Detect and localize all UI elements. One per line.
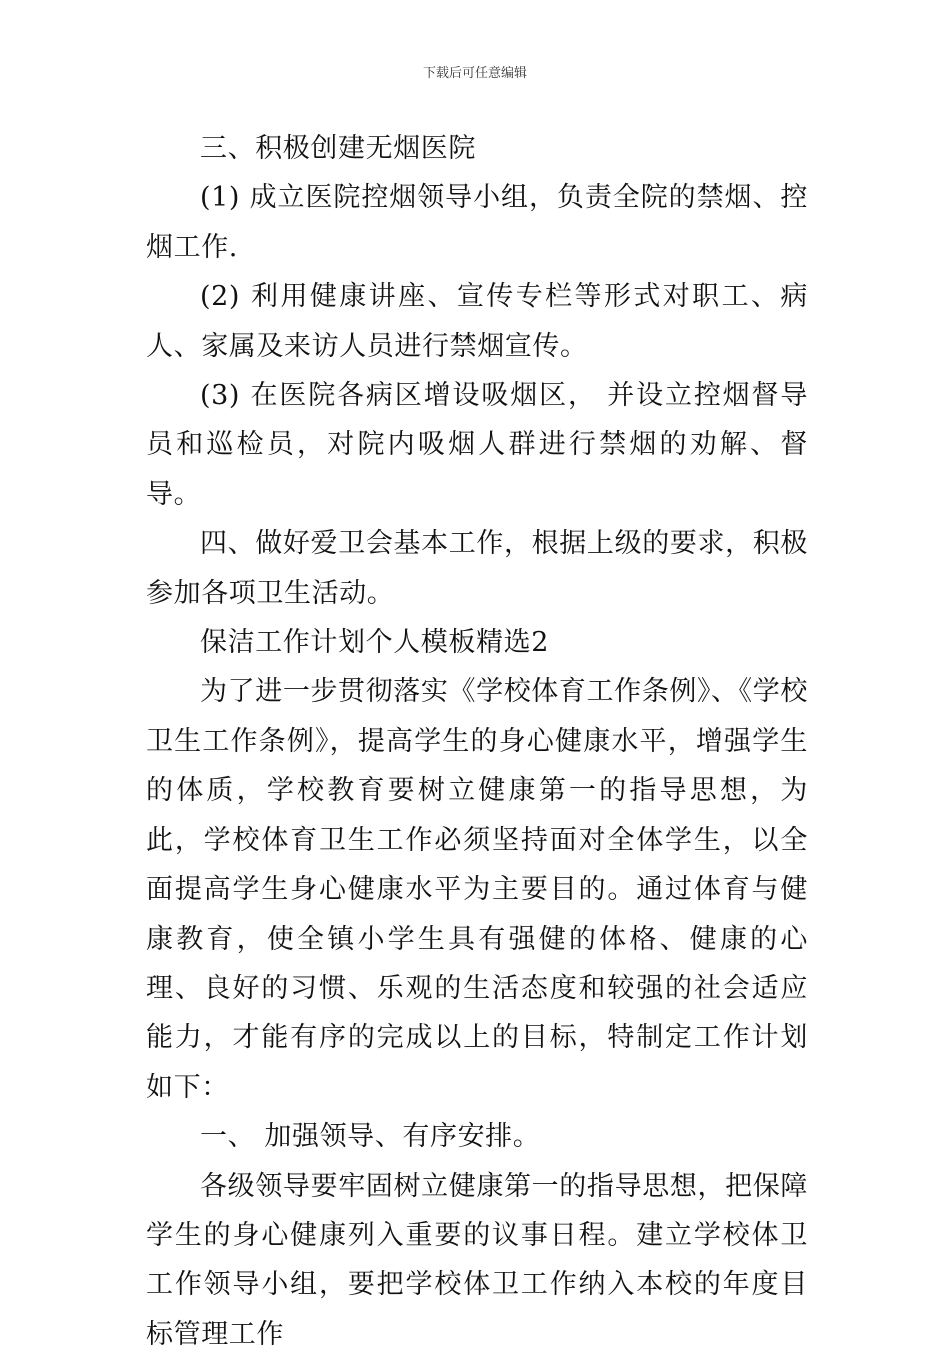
list-item-3: (3) 在医院各病区增设吸烟区， 并设立控烟督导员和巡检员，对院内吸烟人群进行禁烟的劝解、督导。 (146, 380, 808, 510)
section-heading-leadership: 一、 加强领导、有序安排。 (200, 1121, 541, 1153)
intro-paragraph: 为了进一步贯彻落实《学校体育工作条例》、《学校卫生工作条例》，提高学生的身心健康水平，增强学生的体质，学校教育要树立健康第一的指导思想，为此，学校体育卫生工作必须坚持面对全体学生，以全面提高学生身心健康水平为主要目的。通过体育与健康教育，使全镇小学生具有强健的体格、健康的心理、良好的习惯、乐观的生活态度和较强的社会适应能力，才能有序的完成以上的目标，特制定工作计划如下： (146, 676, 808, 1103)
page-header-note: 下载后可任意编辑 (422, 66, 527, 81)
list-item-1: (1) 成立医院控烟领导小组，负责全院的禁烟、控烟工作. (146, 182, 808, 263)
list-item-2: (2) 利用健康讲座、宣传专栏等形式对职工、病人、家属及来访人员进行禁烟宣传。 (146, 281, 808, 362)
document-subtitle: 保洁工作计划个人模板精选2 (200, 627, 549, 659)
section-heading-patriotic-health: 四、做好爱卫会基本工作，根据上级的要求，积极参加各项卫生活动。 (146, 528, 808, 609)
section-heading-no-smoking-hospital: 三、积极创建无烟医院 (200, 133, 476, 164)
body-paragraph-leadership: 各级领导要牢固树立健康第一的指导思想，把保障学生的身心健康列入重要的议事日程。建立学校体卫工作领导小组，要把学校体卫工作纳入本校的年度目标管理工作 (146, 1170, 808, 1350)
document-body (146, 124, 808, 1359)
